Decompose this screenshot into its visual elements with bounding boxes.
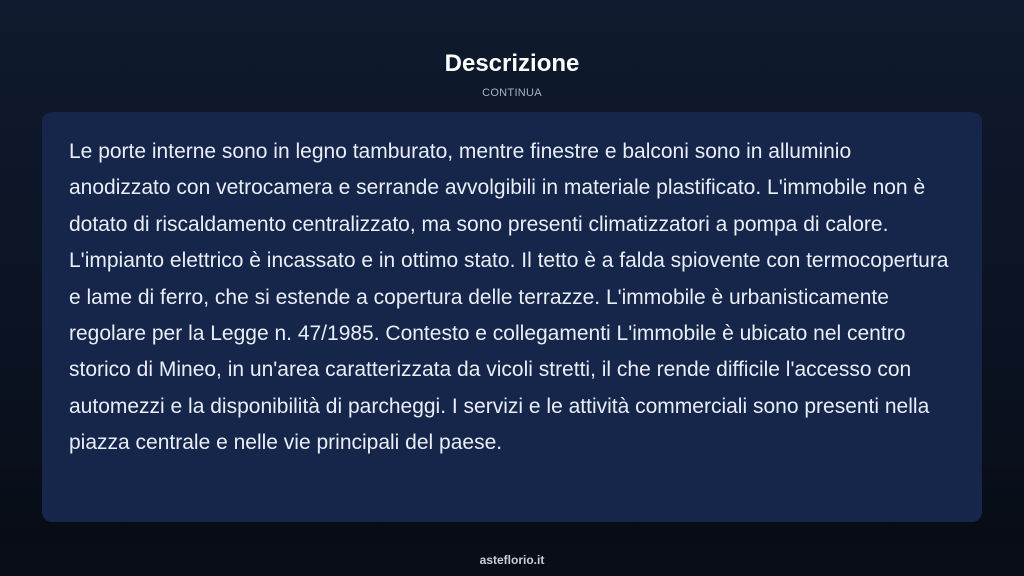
footer-bar (0, 544, 1024, 576)
footer-site-name: asteflorio.it (479, 553, 545, 567)
continue-link[interactable]: CONTINUA (482, 87, 542, 99)
page-header (0, 48, 1024, 100)
description-card (42, 112, 982, 522)
description-text: Le porte interne sono in legno tamburato, mentre finestre e balconi sono in alluminio anodizzato con vetrocamera e serrande avvolgibili in materiale plastificato. L'immobile non è dotato di riscaldamento centralizzato, ma sono presenti climatizzatori a pompa di calore. L'impianto elettrico è incassato e in ottimo stato. Il tetto è a falda spiovente con termocopertura e lame di ferro, che si estende a copertura delle terrazze. L'immobile è urbanisticamente regolare per la Legge n. 47/1985. Contesto e collegamenti L'immobile è ubicato nel centro storico di Mineo, in un'area caratterizzata da vicoli stretti, il che rende difficile l'accesso con automezzi e la disponibilità di parcheggi. I servizi e le attività commerciali sono presenti nella piazza centrale e nelle vie principali del paese. (69, 140, 949, 455)
page-title: Descrizione (444, 50, 580, 77)
